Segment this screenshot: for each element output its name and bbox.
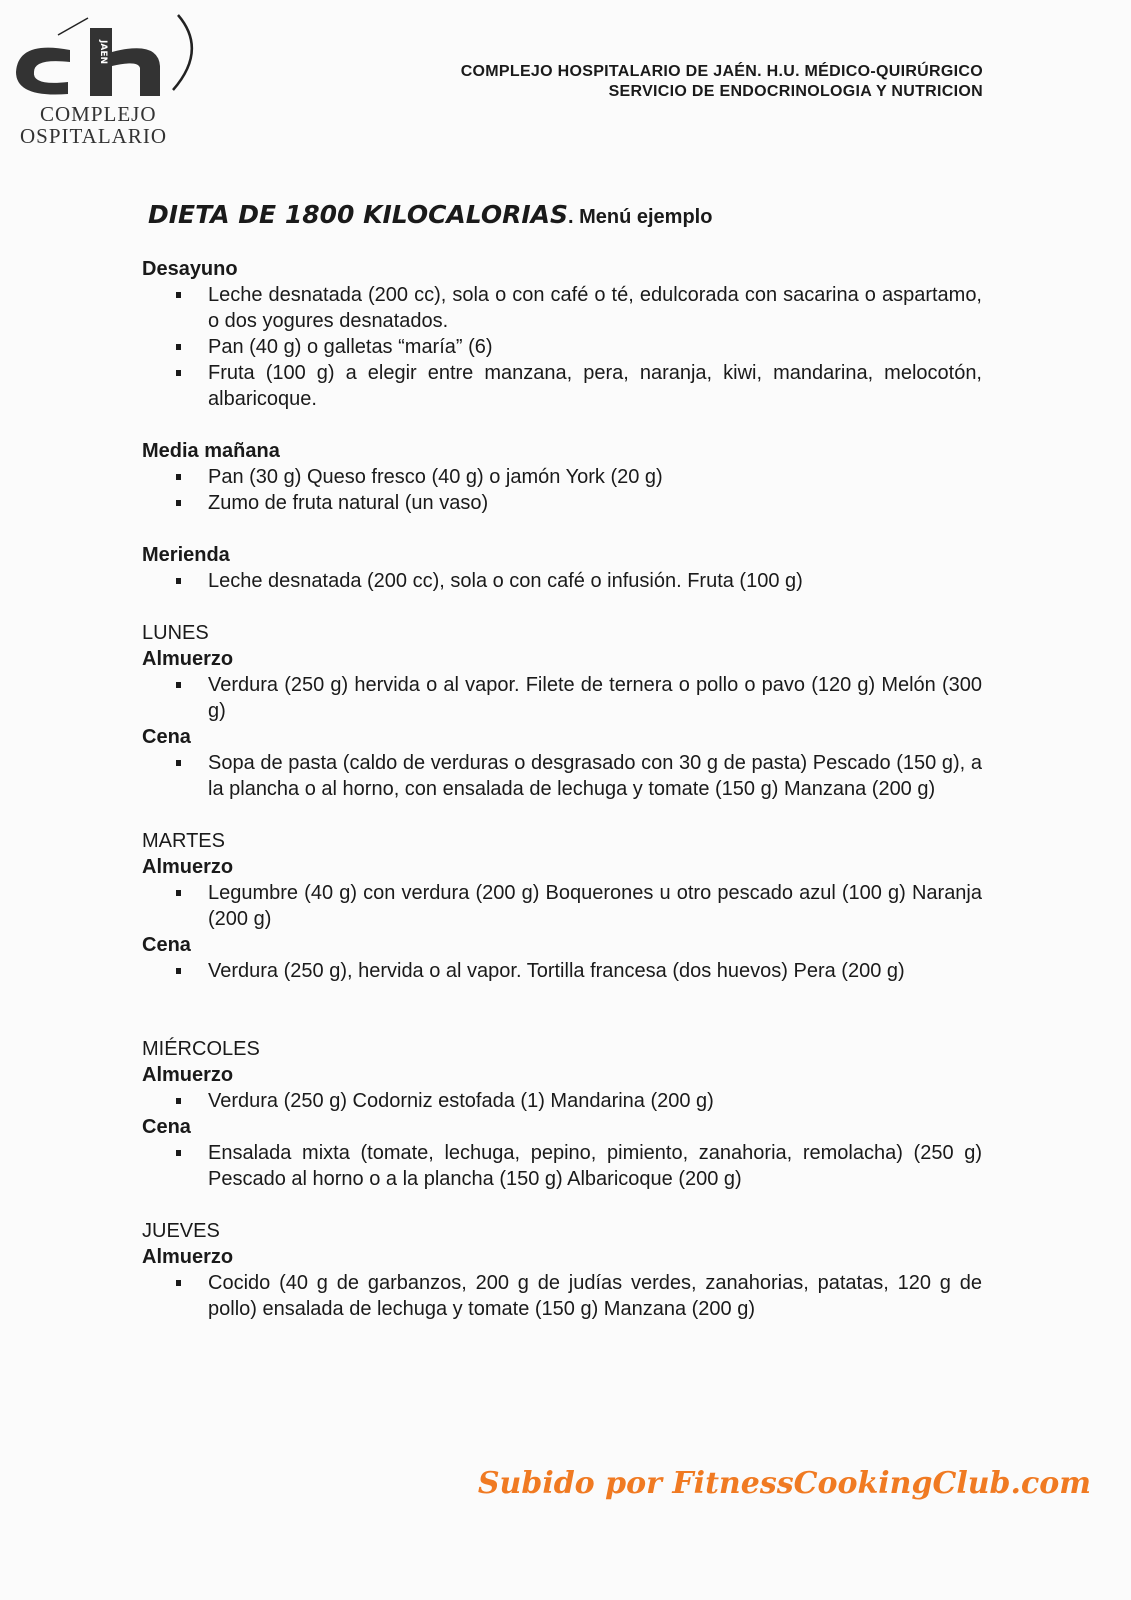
document-header <box>461 62 983 102</box>
section-jueves <box>142 1218 982 1322</box>
hospital-logo <box>8 10 208 155</box>
logo-text-line1: COMPLEJO <box>40 102 157 126</box>
meal-list <box>142 568 982 594</box>
logo-text <box>20 103 167 147</box>
header-line2: SERVICIO DE ENDOCRINOLOGIA Y NUTRICION <box>608 83 983 100</box>
list-item: Legumbre (40 g) con verdura (200 g) Boquerones u otro pescado azul (100 g) Naranja (200 g) <box>208 882 982 930</box>
list-item: Cocido (40 g de garbanzos, 200 g de judías verdes, zanahorias, patatas, 120 g de pollo) ensalada de lechuga y tomate (150 g) Manzana (200 g) <box>208 1272 982 1320</box>
section-miercoles <box>142 1036 982 1192</box>
meal-heading: Almuerzo <box>142 1064 234 1086</box>
list-item: Verdura (250 g) Codorniz estofada (1) Mandarina (200 g) <box>208 1088 982 1114</box>
page-title <box>148 200 712 229</box>
watermark: Subido por FitnessCookingClub.com <box>477 1466 1091 1501</box>
logo-text-line2: OSPITALARIO <box>20 124 167 148</box>
meal-list <box>142 1088 982 1114</box>
section-lunes <box>142 620 982 802</box>
meal-list <box>142 672 982 724</box>
list-item: Pan (30 g) Queso fresco (40 g) o jamón York (20 g) <box>208 464 982 490</box>
list-item: Verdura (250 g) hervida o al vapor. Filete de ternera o pollo o pavo (120 g) Melón (300 g) <box>208 674 982 722</box>
svg-text:JAEN: JAEN <box>98 40 108 64</box>
day-heading: MIÉRCOLES <box>142 1038 260 1060</box>
day-heading: MARTES <box>142 830 225 852</box>
meal-heading: Cena <box>142 1116 191 1138</box>
meal-heading: Almuerzo <box>142 856 234 878</box>
list-item: Pan (40 g) o galletas “maría” (6) <box>208 334 982 360</box>
meal-heading: Cena <box>142 934 191 956</box>
list-item: Leche desnatada (200 cc), sola o con café o infusión. Fruta (100 g) <box>208 568 982 594</box>
section-desayuno <box>142 256 982 412</box>
list-item: Leche desnatada (200 cc), sola o con café o té, edulcorada con sacarina o aspartamo, o dos yogures desnatados. <box>208 284 982 332</box>
title-suffix: . Menú ejemplo <box>567 206 713 228</box>
meal-list <box>142 880 982 932</box>
meal-heading: Almuerzo <box>142 648 234 670</box>
section-merienda <box>142 542 982 594</box>
list-item: Zumo de fruta natural (un vaso) <box>208 490 982 516</box>
meal-list <box>142 464 982 516</box>
meal-heading: Desayuno <box>142 258 238 280</box>
list-item: Fruta (100 g) a elegir entre manzana, pera, naranja, kiwi, mandarina, melocotón, albaricoque. <box>208 362 982 410</box>
meal-list <box>142 1140 982 1192</box>
header-line1: COMPLEJO HOSPITALARIO DE JAÉN. H.U. MÉDICO-QUIRÚRGICO <box>460 63 983 80</box>
list-item: Verdura (250 g), hervida o al vapor. Tortilla francesa (dos huevos) Pera (200 g) <box>208 958 982 984</box>
section-media-manana <box>142 438 982 516</box>
title-main: DIETA DE 1800 KILOCALORIAS <box>148 200 568 229</box>
list-item: Sopa de pasta (caldo de verduras o desgrasado con 30 g de pasta) Pescado (150 g), a la plancha o al horno, con ensalada de lechuga y tomate (150 g) Manzana (200 g) <box>208 752 982 800</box>
section-martes <box>142 828 982 984</box>
meal-heading: Almuerzo <box>142 1246 234 1268</box>
list-item: Ensalada mixta (tomate, lechuga, pepino, pimiento, zanahoria, remolacha) (250 g) Pescado al horno o a la plancha (150 g) Albaricoque (200 g) <box>208 1142 982 1190</box>
meal-list <box>142 1270 982 1322</box>
meal-heading: Cena <box>142 726 191 748</box>
meal-heading: Merienda <box>142 544 230 566</box>
day-heading: JUEVES <box>142 1220 220 1242</box>
menu-content <box>142 256 982 1348</box>
meal-list <box>142 282 982 412</box>
meal-list <box>142 750 982 802</box>
meal-heading: Media mañana <box>142 440 280 462</box>
day-heading: LUNES <box>142 622 209 644</box>
meal-list <box>142 958 982 984</box>
